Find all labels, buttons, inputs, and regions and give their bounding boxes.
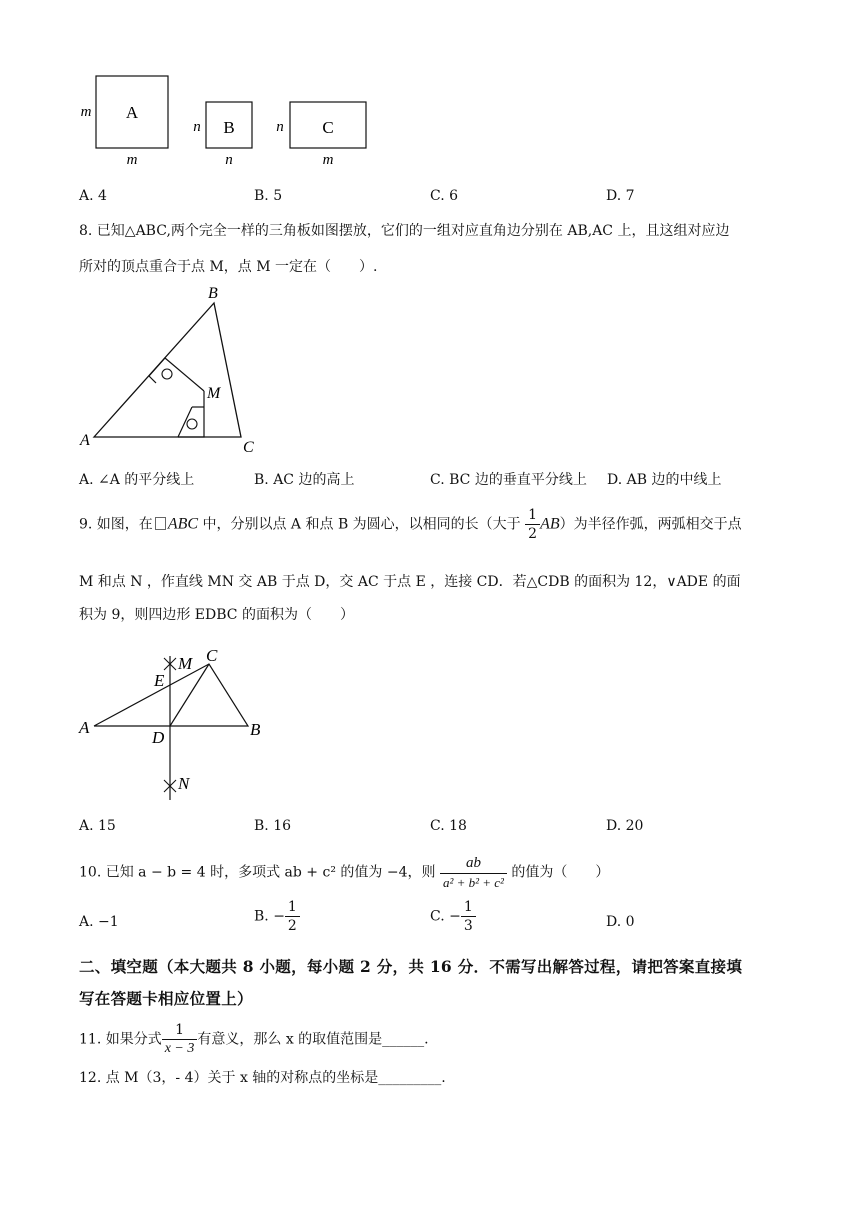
q10-fraction (440, 856, 507, 889)
q10-option-c[interactable] (430, 900, 476, 933)
q11-text (79, 1023, 429, 1056)
shape-a-bottom: m (126, 152, 138, 168)
q8-option-a[interactable]: A. ∠A 的平分线上 (79, 472, 195, 488)
shape-c-bottom: m (322, 152, 334, 168)
segment-cd (170, 664, 209, 726)
q9-option-a[interactable]: A. 15 (79, 818, 116, 834)
q10-option-b-den: 2 (287, 918, 297, 934)
q9-text-d: AB (540, 515, 560, 533)
q10-option-c-fraction (461, 900, 476, 933)
q8-text-line1: 8. 已知△ABC,两个完全一样的三角板如图摆放，它们的一组对应直角边分别在 AB,AC 上，且这组对应边 (79, 223, 730, 239)
q8-option-d[interactable]: D. AB 边的中线上 (607, 472, 722, 488)
set-square-ac (178, 391, 204, 437)
q10-text-b: 的值为（ ） (511, 864, 610, 881)
q7-option-d[interactable]: D. 7 (606, 188, 635, 204)
q8-text-line2: 所对的顶点重合于点 M，点 M 一定在（ ）. (79, 259, 378, 275)
q9-figure (74, 644, 274, 804)
q10-frac-den: a² + b² + c² (442, 875, 504, 890)
q10-option-c-den: 3 (463, 918, 473, 934)
shape-b-side: n (193, 119, 201, 135)
shape-c-label: C (322, 118, 334, 137)
set-square-ab (149, 358, 204, 391)
shape-b-label: B (223, 118, 235, 137)
q9-text-c: 中，分别以点 A 和点 B 为圆心，以相同的长（大于 (198, 516, 521, 533)
point-n-label: N (178, 774, 190, 793)
triangle-symbol (155, 517, 166, 530)
q9-option-d[interactable]: D. 20 (606, 818, 644, 834)
q9-option-b[interactable]: B. 16 (254, 818, 292, 834)
q10-option-b[interactable] (254, 900, 300, 933)
q9-text-line2: M 和点 N ，作直线 MN 交 AB 于点 D，交 AC 于点 E ，连接 CD．若△CDB 的面积为 12，∨ADE 的面 (79, 574, 741, 590)
section2-heading-line2: 写在答题卡相应位置上） (79, 989, 253, 1008)
q9-text-b: ABC (167, 515, 199, 533)
set-square-ac-hyp (178, 407, 192, 437)
q8-figure (74, 282, 274, 458)
q11-fraction (162, 1023, 198, 1056)
q11-text-a: 11. 如果分式 (79, 1031, 162, 1048)
q9-half-fraction (525, 508, 540, 541)
q9-text-line3: 积为 9，则四边形 EDBC 的面积为（ ） (79, 607, 354, 623)
q8-option-b[interactable]: B. AC 边的高上 (254, 472, 355, 488)
q10-option-c-prefix: C. − (430, 908, 461, 925)
q9-text-e: ）为半径作弧，两弧相交于点 (559, 516, 742, 533)
point-a-label: A (80, 432, 90, 449)
q10-option-a[interactable]: A. −1 (79, 914, 119, 930)
q7-option-a[interactable]: A. 4 (79, 188, 107, 204)
shape-a-side: m (80, 104, 92, 120)
q11-frac-den: x − 3 (164, 1041, 195, 1056)
triangle-abc (94, 303, 241, 437)
q10-text-a: 10. 已知 a − b = 4 时，多项式 ab + c² 的值为 −4，则 (79, 864, 436, 881)
point-d-label: D (152, 728, 165, 747)
point-a-label: A (79, 718, 90, 737)
point-c-label: C (243, 439, 254, 456)
q9-option-c[interactable]: C. 18 (430, 818, 467, 834)
set-square-ac-hole (187, 419, 197, 429)
shape-a-label: A (125, 103, 139, 122)
shape-b-bottom: n (225, 152, 233, 168)
q11-text-b: 有意义，那么 x 的取值范围是______. (197, 1031, 429, 1048)
q12-text: 12. 点 M（3，- 4）关于 x 轴的对称点的坐标是_________. (79, 1070, 446, 1086)
shape-c-side: n (276, 119, 284, 135)
set-square-ab-inner (149, 376, 156, 383)
section2-heading-line1: 二、填空题（本大题共 8 小题，每小题 2 分，共 16 分．不需写出解答过程，请把答案直接填 (79, 957, 743, 976)
q9-text-a: 9. 如图，在 (79, 516, 153, 533)
point-m-label: M (207, 385, 221, 402)
triangle-acb (94, 664, 248, 726)
q10-option-d[interactable]: D. 0 (606, 914, 635, 930)
q9-frac-num: 1 (525, 508, 540, 525)
q9-text-line1 (79, 508, 742, 541)
q11-frac-num: 1 (162, 1023, 198, 1040)
set-square-ab-hole (162, 369, 172, 379)
q10-option-c-num: 1 (461, 900, 476, 917)
point-b-label: B (208, 285, 218, 302)
point-b-label: B (250, 720, 261, 739)
q10-text (79, 856, 609, 889)
q9-frac-den: 2 (528, 526, 538, 542)
q10-option-b-fraction (285, 900, 300, 933)
point-m-label: M (178, 654, 193, 673)
point-e-label: E (154, 671, 165, 690)
q10-option-b-prefix: B. − (254, 908, 285, 925)
point-c-label: C (206, 646, 218, 665)
q8-option-c[interactable]: C. BC 边的垂直平分线上 (430, 472, 587, 488)
q10-option-b-num: 1 (285, 900, 300, 917)
q7-option-b[interactable]: B. 5 (254, 188, 283, 204)
q7-option-c[interactable]: C. 6 (430, 188, 459, 204)
q10-frac-num: ab (440, 856, 507, 874)
q7-figure (70, 70, 380, 170)
